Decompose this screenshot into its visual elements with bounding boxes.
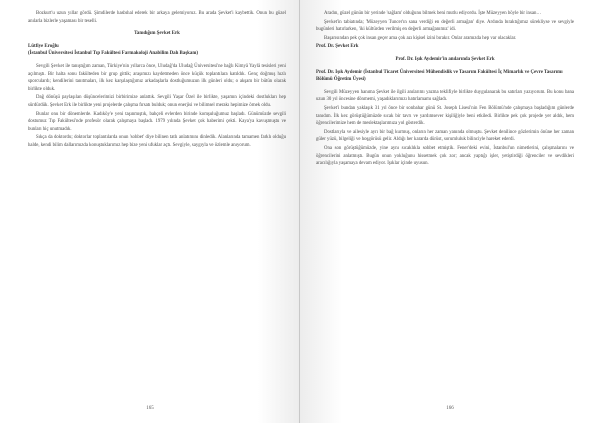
left-body <box>28 63 286 150</box>
right-page-number: 166 <box>446 406 454 411</box>
left-section-title: Tanıdığım Şevket Erk <box>134 31 180 37</box>
right-intro-paragraph: Aradın, güzel günün bir yerinde 'sağlam' olduğunu bilmek beni mutlu ediyordu. İşte Müzeyyen böyle bir insan… <box>324 11 542 16</box>
right-body <box>316 89 574 168</box>
left-body-paragraph: Dağ dönüşü paylaşılan düşüncelerimizi birbirimize anlattık. Sevgili Yaşar Özel ile birlikte, yaşamın içindeki dostlukları hep sürdürdük. Şevket Erk ile birlikte yeni projelerde çalışma fırsatı bulduk; onun enerjisi ve bilimsel merakı hepimize örnek oldu. <box>28 95 286 108</box>
right-body-paragraph: Dostlarıyla ve ailesiyle ayrı bir bağ kurmuş, onların her zaman yanında olmuştu. Şevket denilince gözlerimin önüne her zaman güler yüzü, bilgeliği ve hoşgörüsü gelir. Aldığı her kararda dürüst, sorumluluk bilinciyle hareket ederdi. <box>316 129 574 143</box>
right-intro-paragraph: Başarısından pek çok insan geçer ama çok azı kişisel izini bırakır. Onlar aramızda hep var olacaklar. <box>324 35 517 41</box>
right-section-heading: Prof. Dr. Işık Aydemir'in anılarında Şevket Erk <box>395 56 495 62</box>
right-author-title: Prof. Dr. Işık Aydemir (İstanbul Ticaret Üniversitesi Mühendislik ve Tasarım Fakültesi İç Mimarlık ve Çevre Tasarımı Bölümü Öğretim Üyesi) <box>316 69 563 83</box>
left-author-affiliation: (İstanbul Üniversitesi İstanbul Tıp Fakültesi Farmakoloji Anabilim Dalı Başkanı) <box>28 51 199 57</box>
left-page-number: 165 <box>146 406 154 411</box>
left-body-paragraph: Bunlar onu bir dönemlerde. Kadıköy'e yeni taşınmıştık, bahçeli evlerden birinde komşuluğumuz başladı. Günümüzde sevgili dostumuz Tıp Fakültesi'nde profesör olarak çalışmaya başladı. 1979 yılında Şevket çok haberimi çekti. Kaya'ya kavuşmuştu ve bunları hiç unutmadık. <box>28 111 286 132</box>
right-intro-paragraph: Şevket'in tabiatında; 'Müzeyyen Tuncer'ın sana verdiği en değerli armağan' diye. Ardında bıraktığımız sürekliyse ve sevgiyle bugünleri hatırlarken, 'iki kültürden verilmiş en değerli armağanımız' idi. <box>316 19 574 33</box>
left-author-name: Lütfiye Eroğlu <box>28 43 59 49</box>
right-body-paragraph: Ona son görüştüğümüzde, yine aynı sıcaklıkla sohbet etmiştik. Fener'deki evini, İstanbul'un nimetlerini, çalışmalarını ve öğrencilerini anlatmıştı. Bugün onun yokluğunu hissetmek çok zor; ancak yaptığı işler, yetiştirdiği öğrenciler ve sevdikleri aracılığıyla yaşamaya devam ediyor. Işıklar içinde uyusun. <box>316 145 574 167</box>
right-body-paragraph: Sevgili Müzeyyen hanıma Şevket ile ilgili anılarımı yazma teklifiyle birlikte duygulanarak bu satırları yazıyorum. Bu konu bana uzun 30 yıl öncesine dönmemi, yaşadıklarımızı hatırlamamı sağladı. <box>316 89 574 103</box>
left-body-paragraph: Sevgili Şevket ile tanıştığım zaman, Türkiye'nin yıllarca önce, Uludağ'da Uludağ Üniversitesi'ne bağlı Kimyâ Yaylâ tesisleri yeni açılmıştı. Bir halta sonu fakülteden bir grup gittik; araşımızı kaydetmeden önce küçük toplantılara katıldık. Genç doğmuş hızlı sporculardı; kendilerini tanıtmaları, ilk kez karşılaştığımız arkadaşlarla dostluğumuzun ilk günleri oldu; o akşam bir bütün olarak birlikte olduk. <box>28 63 286 92</box>
right-signature: Prof. Dr. Şevket Erk <box>316 44 359 50</box>
right-body-paragraph: Şevket'i bundan yaklaşık 31 yıl önce bir sonbahar günü St. Joseph Lisesi'nin Fen Bölümü'nde çalışmaya başladığım günlerde tanıdım. İlk kez görüştüğümüzde sıcak bir tavrı ve yardımsever kişiliğiyle beni etkiledi. Birlikte pek çok projede yer aldık, hem öğrencilerimize hem de meslektaşlarımıza yol gösterdik. <box>316 105 574 127</box>
left-intro-paragraph: Bozkurt'u uzun yıllar gördü. Şimdilerde hasbıhal ederek bir arkaya gelemiyoruz. Bu arada Şevket'i kaybettik. Onun bu güzel anılarla bizlerle yaşaması bir teselli. <box>28 11 286 24</box>
left-top-text <box>28 10 286 38</box>
left-body-paragraph: Sıkça da doktordu; doktorlar toplantılarda onun 'sohbet' diye bilinen tatlı anlatımını dinledik. Alanlarında tamamen farklı olduğu halde, kendi bilim dallarımızda konuştuklarımız hep bize yeni ufuklar açtı. Sevgiyle, saygıyla ve özlemle anıyorum. <box>28 135 286 148</box>
right-top-text <box>316 10 574 42</box>
right-page <box>300 0 600 423</box>
